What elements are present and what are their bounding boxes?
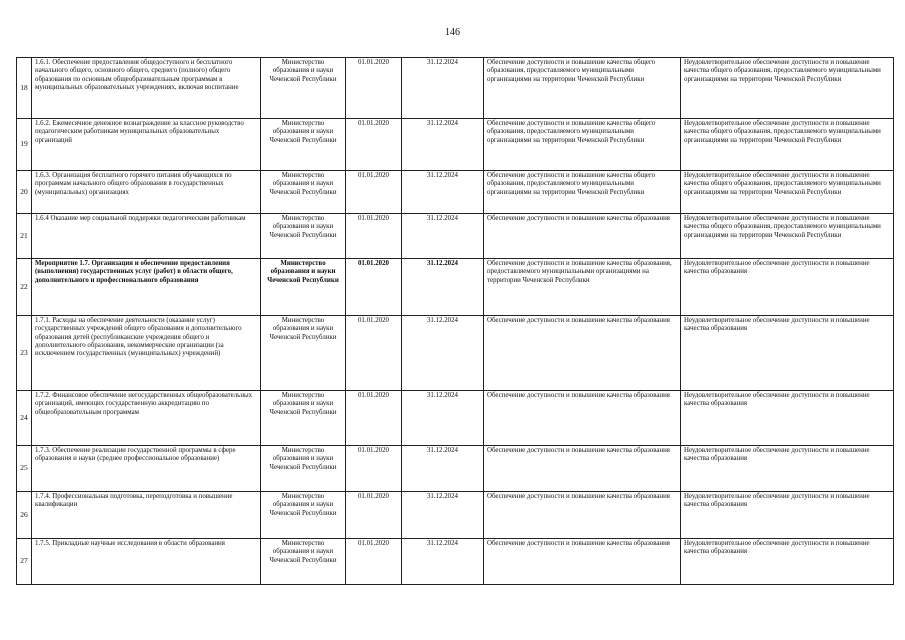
start-date: 01.01.2020 bbox=[346, 391, 402, 446]
end-date: 31.12.2024 bbox=[402, 316, 484, 391]
measure-name: 1.6.4 Оказание мер социальной поддержки педагогическим работникам bbox=[32, 214, 261, 259]
row-number: 20 bbox=[17, 171, 32, 214]
expected-result: Обеспечение доступности и повышение качества образования bbox=[484, 316, 681, 391]
responsible-executor: Министерство образования и науки Чеченской Республики bbox=[261, 58, 346, 119]
end-date: 31.12.2024 bbox=[402, 214, 484, 259]
measure-name: Мероприятие 1.7. Организация и обеспечение предоставления (выполнения) государственных услуг (работ) в области общего, дополнительного и профессионального образования bbox=[32, 259, 261, 316]
expected-result: Обеспечение доступности и повышение качества образования bbox=[484, 539, 681, 585]
table-row bbox=[17, 492, 894, 539]
row-number: 24 bbox=[17, 391, 32, 446]
measure-name: 1.7.1. Расходы на обеспечение деятельности (оказание услуг) государственных учреждений общего образования и дополнительного образования детей (республиканские учреждения общего и дополнительного образования, некоммерческие организации (за исключением государственных (муниципальных) учреждений) bbox=[32, 316, 261, 391]
table-row bbox=[17, 58, 894, 119]
expected-result: Обеспечение доступности и повышение качества образования bbox=[484, 391, 681, 446]
responsible-executor: Министерство образования и науки Чеченской Республики bbox=[261, 214, 346, 259]
consequence: Неудовлетворительное обеспечение доступности и повышение качества образования bbox=[681, 446, 894, 492]
start-date: 01.01.2020 bbox=[346, 58, 402, 119]
expected-result: Обеспечение доступности и повышение качества образования bbox=[484, 446, 681, 492]
end-date: 31.12.2024 bbox=[402, 171, 484, 214]
start-date: 01.01.2020 bbox=[346, 539, 402, 585]
measure-name: 1.6.3. Организация бесплатного горячего питания обучающихся по программам начального общего образования в государственных (муниципальных) организациях bbox=[32, 171, 261, 214]
expected-result: Обеспечение доступности и повышение качества образования bbox=[484, 214, 681, 259]
consequence: Неудовлетворительное обеспечение доступности и повышение качества образования bbox=[681, 316, 894, 391]
table-row bbox=[17, 539, 894, 585]
end-date: 31.12.2024 bbox=[402, 119, 484, 171]
table-row bbox=[17, 259, 894, 316]
row-number: 22 bbox=[17, 259, 32, 316]
responsible-executor: Министерство образования и науки Чеченской Республики bbox=[261, 539, 346, 585]
measure-name: 1.7.3. Обеспечение реализации государственной программы в сфере образования и науки (среднее профессиональное образование) bbox=[32, 446, 261, 492]
consequence: Неудовлетворительное обеспечение доступности и повышение качества образования bbox=[681, 492, 894, 539]
measure-name: 1.7.5. Прикладные научные исследования в области образования bbox=[32, 539, 261, 585]
start-date: 01.01.2020 bbox=[346, 446, 402, 492]
measures-table bbox=[16, 57, 894, 585]
end-date: 31.12.2024 bbox=[402, 446, 484, 492]
row-number: 27 bbox=[17, 539, 32, 585]
start-date: 01.01.2020 bbox=[346, 492, 402, 539]
consequence: Неудовлетворительное обеспечение доступности и повышение качества образования bbox=[681, 539, 894, 585]
end-date: 31.12.2024 bbox=[402, 539, 484, 585]
consequence: Неудовлетворительное обеспечение доступности и повышение качества общего образования, предоставляемого муниципальными организациями на территории Чеченской Республики bbox=[681, 171, 894, 214]
measure-name: 1.6.2. Ежемесячное денежное вознаграждение за классное руководство педагогическим работникам муниципальных образовательных организаций bbox=[32, 119, 261, 171]
expected-result: Обеспечение доступности и повышение качества общего образования, предоставляемого муниципальными организациями на территории Чеченской Республики bbox=[484, 58, 681, 119]
measure-name: 1.7.2. Финансовое обеспечение негосударственных общеобразовательных организаций, имеющих государственную аккредитацию по общеобразовательным программам bbox=[32, 391, 261, 446]
consequence: Неудовлетворительное обеспечение доступности и повышение качества общего образования, предоставляемого муниципальными организациями на территории Чеченской Республики bbox=[681, 58, 894, 119]
row-number: 23 bbox=[17, 316, 32, 391]
row-number: 18 bbox=[17, 58, 32, 119]
consequence: Неудовлетворительное обеспечение доступности и повышение качества общего образования, предоставляемого муниципальными организациями на территории Чеченской Республики bbox=[681, 119, 894, 171]
responsible-executor: Министерство образования и науки Чеченской Республики bbox=[261, 391, 346, 446]
table-row bbox=[17, 391, 894, 446]
end-date: 31.12.2024 bbox=[402, 259, 484, 316]
responsible-executor: Министерство образования и науки Чеченской Республики bbox=[261, 259, 346, 316]
expected-result: Обеспечение доступности и повышение качества образования, предоставляемого муниципальными организациями на территории Чеченской Республики bbox=[484, 259, 681, 316]
start-date: 01.01.2020 bbox=[346, 316, 402, 391]
expected-result: Обеспечение доступности и повышение качества общего образования, предоставляемого муниципальными организациями на территории Чеченской Республики bbox=[484, 171, 681, 214]
measure-name: 1.6.1. Обеспечение предоставления общедоступного и бесплатного начального общего, основного общего, среднего (полного) общего образования по основным общеобразовательным программам в муниципальных образовательных учреждениях, включая воспитание bbox=[32, 58, 261, 119]
responsible-executor: Министерство образования и науки Чеченской Республики bbox=[261, 316, 346, 391]
table-row bbox=[17, 316, 894, 391]
responsible-executor: Министерство образования и науки Чеченской Республики bbox=[261, 119, 346, 171]
expected-result: Обеспечение доступности и повышение качества образования bbox=[484, 492, 681, 539]
row-number: 25 bbox=[17, 446, 32, 492]
responsible-executor: Министерство образования и науки Чеченской Республики bbox=[261, 171, 346, 214]
end-date: 31.12.2024 bbox=[402, 58, 484, 119]
table-row bbox=[17, 171, 894, 214]
consequence: Неудовлетворительное обеспечение доступности и повышение качества образования bbox=[681, 391, 894, 446]
row-number: 19 bbox=[17, 119, 32, 171]
table-row bbox=[17, 214, 894, 259]
responsible-executor: Министерство образования и науки Чеченской Республики bbox=[261, 492, 346, 539]
end-date: 31.12.2024 bbox=[402, 492, 484, 539]
table-row bbox=[17, 446, 894, 492]
page-number: 146 bbox=[445, 27, 460, 38]
end-date: 31.12.2024 bbox=[402, 391, 484, 446]
row-number: 26 bbox=[17, 492, 32, 539]
start-date: 01.01.2020 bbox=[346, 214, 402, 259]
row-number: 21 bbox=[17, 214, 32, 259]
table-row bbox=[17, 119, 894, 171]
expected-result: Обеспечение доступности и повышение качества общего образования, предоставляемого муниципальными организациями на территории Чеченской Республики bbox=[484, 119, 681, 171]
consequence: Неудовлетворительное обеспечение доступности и повышение качества образования bbox=[681, 259, 894, 316]
start-date: 01.01.2020 bbox=[346, 119, 402, 171]
measure-name: 1.7.4. Профессиональная подготовка, переподготовка и повышение квалификации bbox=[32, 492, 261, 539]
consequence: Неудовлетворительное обеспечение доступности и повышение качества общего образования, предоставляемого муниципальными организациями на территории Чеченской Республики bbox=[681, 214, 894, 259]
responsible-executor: Министерство образования и науки Чеченской Республики bbox=[261, 446, 346, 492]
start-date: 01.01.2020 bbox=[346, 171, 402, 214]
start-date: 01.01.2020 bbox=[346, 259, 402, 316]
